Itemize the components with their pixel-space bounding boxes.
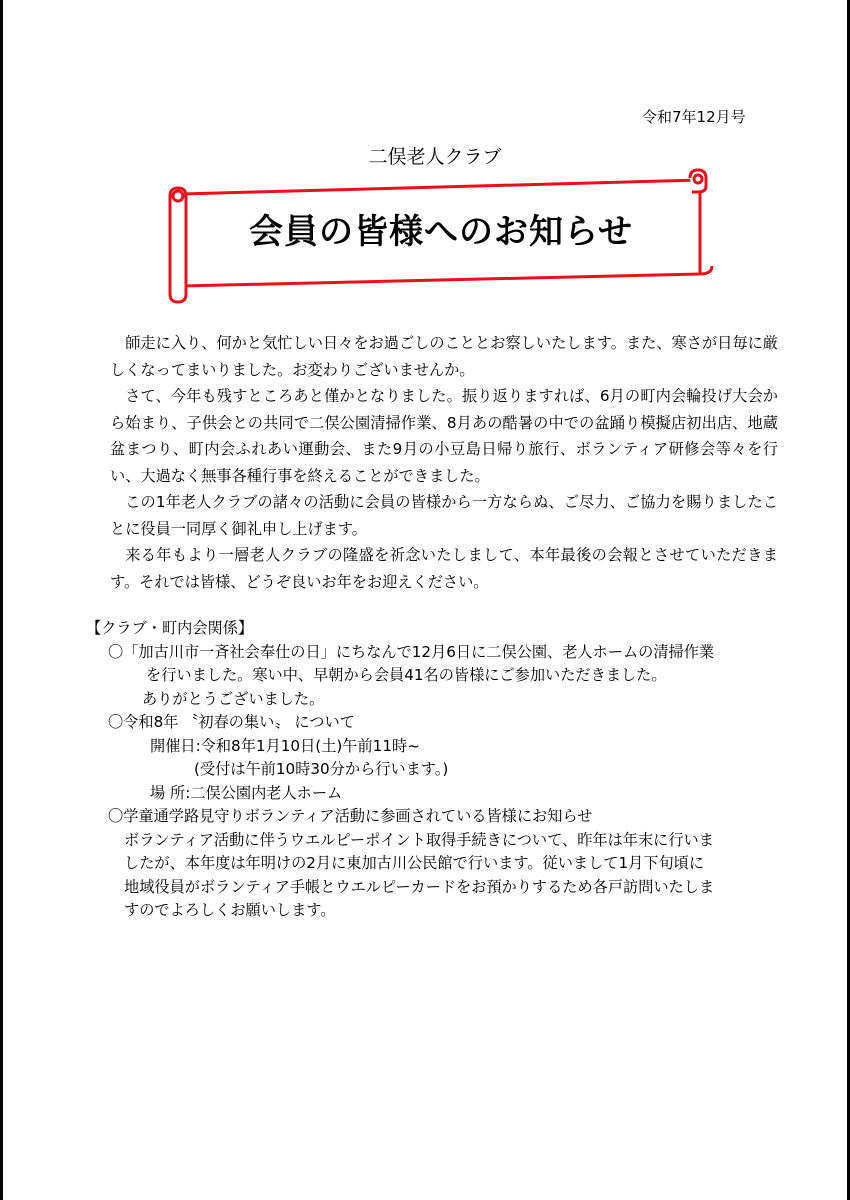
notice-line: 〇「加古川市一斉社会奉仕の日」にちなんで12月6日に二俣公園、老人ホームの清掃作業 bbox=[108, 642, 715, 661]
notice-line: を行いました。寒い中、早朝から会員41名の皆様にご参加いただきました。 bbox=[146, 666, 667, 684]
banner-title: 会員の皆様へのお知らせ bbox=[249, 212, 633, 252]
notice-title: 〇学童通学路見守りボランティア活動に参画されている皆様にお知らせ bbox=[108, 807, 593, 825]
club-section bbox=[86, 617, 786, 923]
event-date: 開催日:令和8年1月10日(土)午前11時~ bbox=[150, 736, 420, 755]
notice-item-volunteer bbox=[86, 805, 786, 923]
notice-line: 地域役員がボランティア手帳とウエルピーカードをお預かりするため各戸訪問いたしま bbox=[124, 877, 715, 896]
notice-line: ボランティア活動に伴うウエルピーポイント取得手続きについて、昨年は年末に行いま bbox=[124, 830, 714, 849]
event-place: 場 所:二俣公園内老人ホーム bbox=[150, 783, 343, 802]
notice-line: したが、本年度は年明けの2月に東加古川公民館で行います。従いまして1月下旬頃に bbox=[124, 854, 705, 872]
notice-item-new-year bbox=[86, 711, 786, 805]
issue-date: 令和7年12月号 bbox=[642, 108, 746, 126]
notice-line: ありがとうございました。 bbox=[142, 689, 325, 708]
intro-text bbox=[110, 330, 778, 595]
notice-title: 〇令和8年 〝初春の集い〟 について bbox=[108, 713, 355, 731]
intro-paragraph: この1年老人クラブの諸々の活動に会員の皆様から一方ならぬ、ご尽力、ご協力を賜りましたことに役員一同厚く御礼申し上げます。 bbox=[110, 493, 778, 538]
page-border-left bbox=[0, 0, 3, 1200]
notice-line: すのでよろしくお願いします。 bbox=[124, 901, 336, 919]
section-heading: 【クラブ・町内会関係】 bbox=[86, 619, 254, 637]
event-reception: (受付は午前10時30分から行います。) bbox=[194, 760, 449, 778]
notice-item-cleanup bbox=[86, 641, 786, 712]
intro-paragraph: 師走に入り、何かと気忙しい日々をお過ごしのこととお察しいたします。また、寒さが日毎に厳しくなってまいりました。お変わりございませんか。 bbox=[110, 334, 778, 379]
intro-paragraph: 来る年もより一層老人クラブの隆盛を祈念いたしまして、本年最後の会報とさせていただきます。それでは皆様、どうぞ良いお年をお迎えください。 bbox=[110, 546, 778, 591]
intro-paragraph: さて、今年も残すところあと僅かとなりました。振り返りますれば、6月の町内会輪投げ大会から始まり、子供会との共同で二俣公園清掃作業、8月あの酷暑の中での盆踊り模擬店初出店、地蔵盆まつり、町内会ふれあい運動会、また9月の小豆島日帰り旅行、ボランティア研修会等々を行い、大過なく無事各種行事を終えることができました。 bbox=[110, 387, 778, 485]
club-name: 二俣老人クラブ bbox=[368, 146, 502, 168]
